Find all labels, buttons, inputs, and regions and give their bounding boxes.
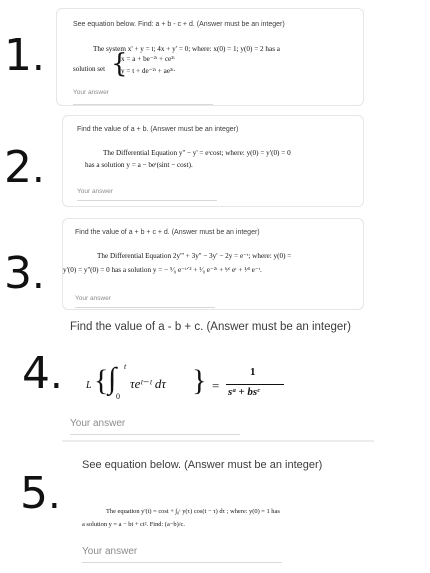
- integral-lower-limit: 0: [116, 392, 120, 401]
- answer-underline: [73, 104, 213, 105]
- question-card-5: [72, 452, 362, 570]
- right-brace-icon: }: [192, 364, 207, 397]
- rhs-numerator: 1: [250, 366, 256, 378]
- equation-line-1: The Differential Equation 2y''' + 3y'' − 3y' − 2y = e⁻ᵗ; where: y(0) =: [97, 252, 292, 260]
- system-row-2: y = t + de⁻²ᵗ + ae²ᵗ·: [121, 67, 176, 75]
- question-card-1: [56, 8, 364, 106]
- number-glyph: 1: [4, 30, 32, 81]
- answer-underline: [82, 562, 282, 563]
- fraction-bar: [226, 384, 284, 385]
- answer-underline: [75, 307, 215, 308]
- answer-underline: [70, 434, 240, 435]
- question-number-4: 4.: [22, 348, 63, 399]
- question-prompt: See equation below. Find: a + b - c + d. (Answer must be an integer): [73, 21, 285, 28]
- equation-line-1: The Differential Equation y'' − y' = eᵗcost; where: y(0) = y'(0) = 0: [103, 149, 291, 157]
- question-prompt: Find the value of a + b. (Answer must be an integer): [77, 126, 239, 133]
- answer-input[interactable]: Your answer: [75, 295, 111, 302]
- left-brace-icon: {: [94, 364, 109, 397]
- number-glyph: 5: [20, 468, 48, 519]
- number-glyph: 4: [22, 348, 50, 399]
- number-glyph: 3: [4, 248, 32, 299]
- equation-line: The system x' + y = t; 4x + y' = 0; where: x(0) = 1; y(0) = 2 has a: [93, 45, 281, 53]
- integrand: τeᵗ⁻ᵗ dτ: [130, 376, 167, 391]
- system-row-1: x = a + be⁻²ᵗ + ce²ᵗ: [121, 55, 175, 63]
- equation-line-2: y'(0) = y''(0) = 0 has a solution y = − ⁵⁄₉ e⁻ᵗᐟ² + ¹⁄₉ e⁻²ᵗ + ᵇ⁄ᶜ eᵗ + ¹⁄ᵈ e⁻ᵗ.: [63, 266, 262, 274]
- question-number-1: 1.: [4, 30, 45, 81]
- integral-upper-limit: t: [124, 362, 127, 371]
- question-number-3: 3.: [4, 248, 45, 299]
- equation-line-2: has a solution y = a − beᵗ(sint − cost).: [85, 161, 193, 169]
- question-number-5: 5.: [20, 468, 61, 519]
- brace-icon: {: [111, 49, 128, 79]
- equation-line-2: a solution y = a − bt + ct². Find: (a−b)/c.: [82, 521, 185, 528]
- integral-sign-icon: ∫: [108, 362, 117, 395]
- number-glyph: 2: [4, 142, 32, 193]
- rhs-denominator: sᵃ + bsᶜ: [228, 386, 260, 398]
- answer-input[interactable]: Your answer: [77, 188, 113, 195]
- solution-label: solution set: [73, 65, 106, 73]
- question-card-4: [62, 314, 372, 442]
- question-prompt: See equation below. (Answer must be an integer): [82, 459, 323, 471]
- equation-text: [93, 45, 355, 53]
- section-divider: [62, 440, 374, 442]
- answer-input[interactable]: Your answer: [73, 89, 109, 96]
- equation-line-1: The equation y'(t) = cost + ∫₀ᵗ y(τ) cos(t − τ) dτ ; where: y(0) = 1 has: [106, 508, 280, 515]
- question-prompt: Find the value of a + b + c + d. (Answer must be an integer): [75, 229, 260, 236]
- question-prompt: Find the value of a - b + c. (Answer must be an integer): [70, 321, 351, 333]
- answer-input[interactable]: Your answer: [70, 418, 126, 429]
- answer-underline: [77, 200, 217, 201]
- equals-sign: =: [212, 378, 220, 393]
- question-card-3: [62, 218, 364, 310]
- question-number-2: 2.: [4, 142, 45, 193]
- answer-input[interactable]: Your answer: [82, 546, 138, 557]
- question-card-2: [62, 115, 364, 207]
- laplace-expression: [84, 364, 364, 414]
- laplace-operator: L: [86, 380, 92, 391]
